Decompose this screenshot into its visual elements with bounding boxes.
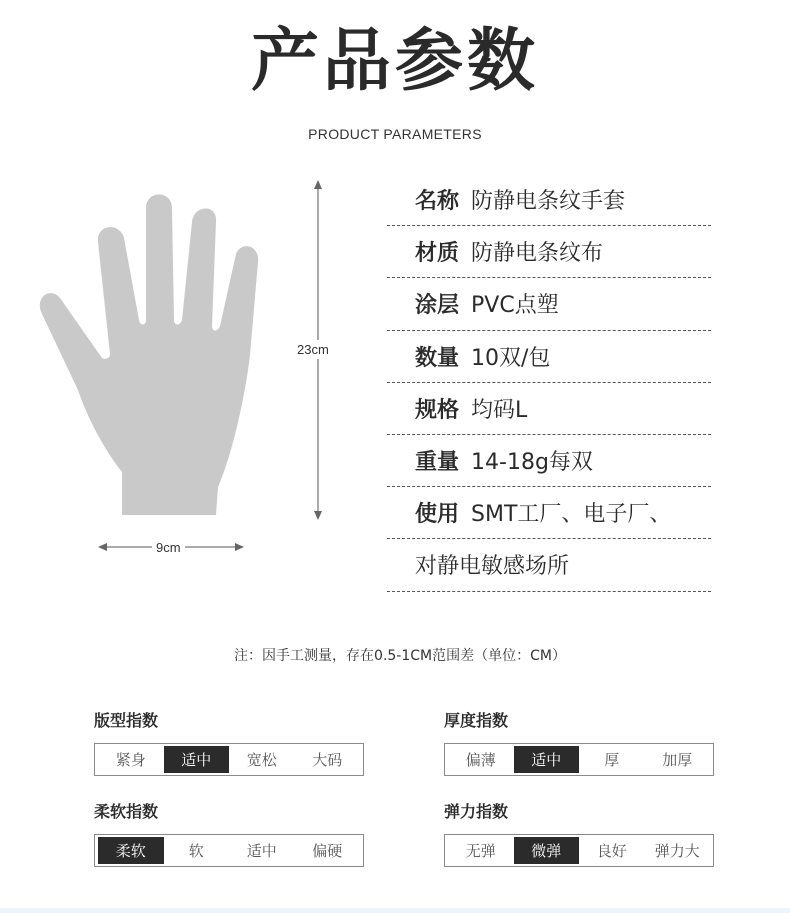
param-key: 名称 <box>415 189 460 215</box>
page-title: 产品参数 <box>250 22 539 101</box>
width-label: 9cm <box>152 540 185 555</box>
measurement-note: 注：因手工测量，存在0.5-1CM范围差（单位：CM） <box>234 648 566 664</box>
index-thickness <box>444 708 714 776</box>
param-key: 材质 <box>415 241 460 267</box>
param-key: 重量 <box>415 450 460 476</box>
param-value: 10双/包 <box>471 345 551 371</box>
index-option: 软 <box>188 842 204 860</box>
index-label: 柔软指数 <box>94 802 159 821</box>
param-value: 对静电敏感场所 <box>415 554 570 580</box>
param-key: 规格 <box>415 397 460 423</box>
index-option: 大码 <box>312 751 343 769</box>
glove-icon <box>36 190 268 520</box>
index-scale <box>94 834 364 867</box>
param-row-coating <box>387 278 711 330</box>
param-key: 数量 <box>415 345 460 371</box>
param-row-size <box>387 383 711 435</box>
index-scale <box>444 834 714 867</box>
index-scale <box>444 743 714 776</box>
index-option: 紧身 <box>115 751 146 769</box>
index-option: 适中 <box>246 842 277 860</box>
index-label: 弹力指数 <box>444 802 509 821</box>
param-value: 14-18g每双 <box>471 450 593 476</box>
bottom-divider <box>0 908 790 913</box>
param-row-usage <box>387 487 711 539</box>
index-option: 良好 <box>596 842 627 860</box>
param-row-usage-cont <box>387 539 711 591</box>
index-option-selected: 微弹 <box>514 837 580 864</box>
param-row-quantity <box>387 331 711 383</box>
index-elasticity <box>444 799 714 867</box>
parameter-list <box>387 174 711 592</box>
index-label: 厚度指数 <box>444 711 509 730</box>
index-option: 偏硬 <box>312 842 343 860</box>
index-option: 偏薄 <box>465 751 496 769</box>
page-subtitle: PRODUCT PARAMETERS <box>308 126 482 142</box>
index-option-selected: 柔软 <box>98 837 164 864</box>
param-value: PVC点塑 <box>471 293 559 319</box>
param-value: 防静电条纹布 <box>471 241 604 267</box>
index-option-selected: 适中 <box>164 746 230 773</box>
param-key: 使用 <box>415 502 460 528</box>
index-option-selected: 适中 <box>514 746 580 773</box>
param-row-weight <box>387 435 711 487</box>
index-scale <box>94 743 364 776</box>
index-option: 宽松 <box>246 751 277 769</box>
param-key: 涂层 <box>415 293 460 319</box>
index-softness <box>94 799 364 867</box>
index-fit <box>94 708 364 776</box>
index-option: 加厚 <box>662 751 693 769</box>
param-value: 防静电条纹手套 <box>471 189 626 215</box>
param-value: 均码L <box>471 397 528 423</box>
index-label: 版型指数 <box>94 711 159 730</box>
height-label: 23cm <box>297 342 329 357</box>
index-option: 无弹 <box>465 842 496 860</box>
param-value: SMT工厂、电子厂、 <box>471 502 672 528</box>
index-option: 厚 <box>604 751 620 769</box>
param-row-material <box>387 226 711 278</box>
index-option: 弹力大 <box>654 842 700 860</box>
param-row-name <box>387 174 711 226</box>
